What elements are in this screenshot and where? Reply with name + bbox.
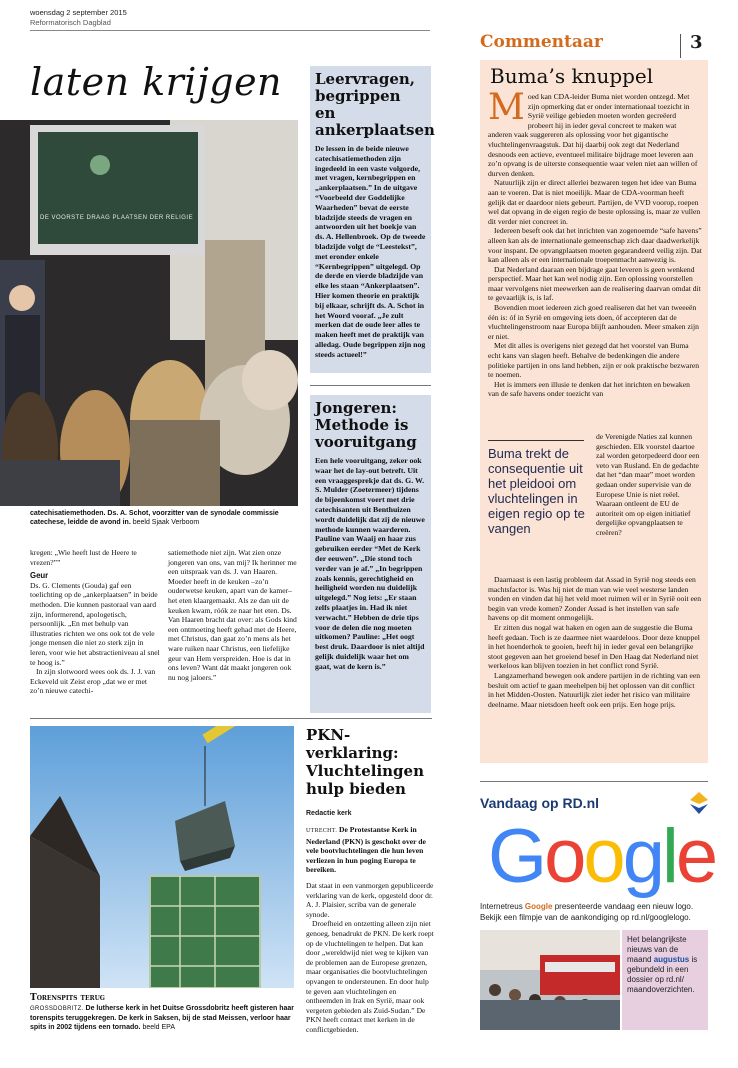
pkn-article [306, 726, 434, 1034]
paragraph: Bovendien moet iedereen zich goed realiseren dat het van tweeeën één is: óf in Syrië en omgeving iets doen, óf accepteren dat de vluchtelingenstroom naar Europa blijft aanhouden. Meer smaken zijn er niet. [488, 303, 699, 341]
pkn-byline: Redactie kerk [306, 810, 352, 817]
issue-date: woensdag 2 september 2015 [30, 8, 127, 17]
augustus-link[interactable]: augustus [653, 955, 690, 964]
text: Het belangrijkste nieuws van de maand [627, 935, 687, 964]
caption-title: Torenspits terug [30, 993, 105, 1003]
text: is gebundeld in een dossier op rd.nl/ maandoverzichten. [627, 955, 698, 994]
paragraph: Ds. G. Clements (Gouda) gaf een toelichting op de „ankerplaatsen” in beide methoden. Die kunnen pastoraal van aard zijn, informerend, apologetisch, persoonlijk. „En met behulp van illustraties richten we ons ook tot de vele jonge mensen die niet zo sterk zijn in leren, voor wie het abstractieniveau al snel te hoog is.” [30, 580, 160, 667]
header-rule [30, 30, 430, 31]
caption-credit: beeld Sjaak Verboom [132, 519, 200, 526]
paragraph: Langzamerhand bewegen ook andere partijen in de richting van een besluit om actief te gaan meehelpen bij het oplossen van dit conflict in het Midden-Oosten. Natuurlijk ziet ieder het risico van militaire deelname. Maar nietsdoen heeft ook een prijs. Een hoge prijs. [488, 670, 700, 709]
google-letter: g [622, 814, 662, 899]
month-overview-promo[interactable] [622, 930, 708, 1030]
paragraph: Met dit alles is overigens niet gezegd dat het voorstel van Buma echt kans van slagen heeft. Behalve de bedenkingen die andere politieke partijen in ons land hebben, zijn er ook praktische bezwaren te noemen. [488, 341, 700, 380]
text: Internetreus [480, 902, 525, 911]
pullquote: Buma trekt de consequentie uit het pleidooi om vluchtelingen in eigen regio op te vangen [488, 446, 585, 536]
box-body: De lessen in de beide nieuwe catechisatiemethoden zijn ingedeeld in een vaste volgorde, met vragen, kernbegrippen en „ankerplaatsen.” In de uitgave “Voorbeeld der Goddelijke Waarheden” bevat de eerste bladzijde steeds de vragen en antwoorden uit het boekje van ds. A. Hellenbroek. Op de tweede bladzijde volgt de “Leestekst”, met eronder enkele “Kernbegrippen” uitgelegd. Op de derde en vierde bladzijde van elke les staan “Ankerplaatsen”. Hier komen theorie en praktijk bij elkaar, schrijft ds. A. Schot in het Woord vooraf. „Je zult merken dat de oude leer alles te maken heeft met de praktijk van alledag. Oude begrippen zijn nog steeds actueel!” [315, 144, 426, 359]
paragraph: Dat Nederland daaraan een bijdrage gaat leveren is geen wenkend perspectief. Maar het kan wel nodig zijn. Een oplossing voorstellen maar vervolgens niet meewerken aan de realisering daarvan omdat dit te gevaarlijk is, is laf. [488, 264, 701, 303]
pkn-title: PKN-verklaring: Vluchtelingen hulp bieden [306, 726, 424, 798]
caption-text: De lutherse kerk in het Duitse Grossdobritz heeft gisteren haar torenspits teruggekregen. De kerk in Saksen, bij de stad Meissen, verloor haar spits in 2002 tijdens een tornado. [30, 1005, 295, 1031]
google-letter: l [661, 814, 676, 899]
commentary-body [488, 87, 702, 399]
pkn-lead [306, 825, 434, 875]
commentary-title: Buma’s knuppel [490, 64, 654, 88]
box-body: Een hele vooruitgang, zeker ook waar het de lay-out betreft. Uit een vraaggesprekje dat ds. G. W. S. Mulder (Zoetermeer) tijdens de bijeenkomst voert met drie catechisanten uit Benthuizen wordt duidelijk dat zij de nieuwe methode kunnen waarderen. Pauline van Waaij en haar zus gebruiken eerder “Met de Kerk der eeuwen”. „Die stond toch verder van je af.” „In begrippen zoals kennis, gerechtigheid en heiligheid worden nu duidelijk uitgelegd.” Nog iets: „Er staan zelfs plaatjes in. Had ik niet verwacht.” Hebben de drie tips voor de delen die nog moeten uitkomen? Pauline: „Het oogt best druk. Daardoor is niet altijd gelijk duidelijk waar het om gaat, wat de kern is.” [315, 456, 425, 671]
vandaag-title[interactable]: Vandaag op RD.nl [480, 795, 600, 811]
caption-credit: beeld EPA [142, 1024, 175, 1031]
box-title: Leervragen, begrippen en ankerplaatsen [315, 70, 435, 139]
google-letter: o [544, 814, 584, 899]
subheading: Geur [30, 571, 49, 581]
commentary-body-2 [488, 575, 702, 709]
paragraph: Iedereen beseft ook dat het inrichten van zogenoemde “safe havens” alleen kan als de internationale gemeenschap zich daar daadwerkelijk voor inspant. De opvangplaatsen moeten gegarandeerd veilig zijn. Dat kan alleen als er een internationale troepenmacht aanwezig is. [488, 226, 702, 265]
paragraph: Droefheid en ontzetting alleen zijn niet genoeg, benadrukt de PKN. De kerk roept op de vluchtelingen te helpen. Dat kan door „wereldwijd niet weg te kijken van de problemen aan de Europese grenzen, maar organisaties die bootvluchtelingen opvangen te ondersteunen. En door hulp te geven aan vluchtelingen en ontheemden in Irak en Syrië, maar ook vergeten gebieden als Zuid-Sudan.” De PKN heeft contact met kerken in de conflictgebieden. [306, 919, 434, 1034]
google-letter: e [675, 814, 716, 899]
commentary-beside-pull: de Verenigde Naties zal kunnen geschieden. Elk voorstel daartoe zal worden getorpedeerd door een veto van Rusland. En de gedachte dat het “dan maar” moet worden gedaan onder supervisie van de Europese Unie is niet reëel. Waaraan ontleent de EU de autoriteit om op eigen initiatief dergelijke opvangplaatsen te creëren? [596, 432, 700, 537]
paragraph: kregen: „Wie heeft lust de Heere te vrezen?”” [30, 548, 137, 567]
main-article-col2 [168, 548, 300, 682]
page-number-divider [680, 34, 681, 58]
pkn-body [306, 881, 434, 1035]
box-jongeren [310, 395, 431, 713]
paper-name: Reformatorisch Dagblad [30, 18, 111, 27]
caption-place: GROSSDOBRITZ. [30, 1006, 84, 1012]
main-headline-fragment: laten krijgen [30, 60, 283, 104]
paragraph: Er zitten dus nogal wat haken en ogen aan de suggestie die Buma heeft gedaan. Toch is ze daarmee niet waardeloos. Door deze knuppel in het hoenderhok te gooien, heeft hij in ieder geval een belangrijke stoot gegeven aan het groeiend besef in Den Haag dat Nederland niet werkeloos kan blijven toezien in het conflict rond Syrië. [488, 622, 700, 671]
google-link[interactable]: Google [524, 902, 553, 911]
google-letter: G [488, 814, 545, 899]
page-number: 3 [690, 32, 703, 53]
main-photo-caption [30, 509, 298, 527]
paragraph: satiemethode niet zijn. Wat zien onze jongeren van ons, van mij? Ik herinner me een uitspraak van ds. J. van Haaren. Moeder heeft in de keuken –zo’n ouderwetse keuken, apart van de kamer– het eten klaargemaakt. Als ze dan uit de keuken kwam, róók ze naar het eten. Ds. Van Haaren bracht dat over: als Gods kind een ontmoeting heeft gehad met de Heere, met Christus, dan gaat zo’n mens als het ware ruiken naar Christus, een liefelijke geur van Hem verspreiden. Hoe is dat in ons leven? Want dát maakt jongeren ook nu nog jaloers.” [168, 548, 297, 682]
paragraph: Daarnaast is een lastig probleem dat Assad in Syrië nog steeds een machtsfactor is. Was hij niet de man van wie veel westerse landen vonden en vinden dat hij het veld moet ruimen wil er in Syrië ooit een begin van vrede komen? Zonder Assad is het instellen van safe havens op dit moment onmogelijk. [488, 575, 701, 623]
pullquote-rule [488, 440, 584, 441]
paragraph: In zijn slotwoord wees ook ds. J. J. van Eckeveld uit Zeist erop „dat we er met zo’n nieuwe catechi- [30, 667, 156, 696]
church-tower-photo [30, 726, 294, 988]
promo-rule [480, 781, 708, 782]
main-article-col1 [30, 548, 160, 696]
text: presenteerde vandaag een nieuw logo. Bekijk een filmpje van de aankondiging op rd.nl/googlelogo. [480, 902, 694, 922]
divider [310, 385, 431, 386]
box-leervragen [310, 66, 435, 373]
dropcap: M [488, 87, 525, 128]
crowd-photo [480, 930, 620, 1030]
paragraph: Natuurlijk zijn er direct allerlei bezwaren tegen het idee van Buma aan te voeren. Dat is niet moeilijk. Maar de CDA-voorman heeft gelijk dat er daardoor niets gebeurt. Partijen, de VVD voorop, roepen wel dat opvang in de eigen regio de beste oplossing is, maar ze vullen dit verder niet concreet in. [488, 178, 701, 226]
pkn-lead-text: De Protestantse Kerk in Nederland (PKN) is geschokt over de vele bootvluchtelingen die hun leven verliezen in hun poging Europa te bereiken. [306, 825, 426, 875]
section-label: Commentaar [480, 32, 603, 52]
section-rule [30, 718, 432, 719]
tower-photo-caption [30, 992, 296, 1032]
paragraph: oed kan CDA-leider Buma niet worden ontzegd. Met zijn opmerking dat er onder internationaal toezicht in Syrië veilige gebieden moeten worden gecreëerd probeert hij in ieder geval concreet te maken wat anderen vaak suggereren als oplossing voor het gigantische vluchtelingenvraagstuk. Dat hij daarbij ook zegt dat Nederland desnoods een actieve, eventueel militaire bijdrage moet leveren aan zo’n opvang is de uiterste consequentie waar velen niet aan willen of durven denken. [488, 92, 698, 178]
box-title: Jongeren: Methode is vooruitgang [315, 399, 417, 451]
google-text [480, 902, 708, 923]
paragraph: Dat staat in een vanmorgen gepubliceerde verklaring van de kerk, opgesteld door dr. A. J. Plaisier, scriba van de generale synode. [306, 880, 434, 919]
google-letter: o [583, 814, 623, 899]
pkn-place: UTRECHT. [306, 828, 338, 834]
catechisation-photo [0, 120, 298, 506]
slide-title: DE VOORSTE DRAAG PLAATSEN DER RELIGIE [40, 215, 194, 221]
google-logo[interactable] [488, 812, 715, 902]
caption-text: catechisatiemethoden. Ds. A. Schot, voorzitter van de synodale commissie catechese, leidde de avond in. [30, 510, 279, 526]
paragraph: Het is immers een illusie te denken dat het inrichten en bewaken van de safe havens onder toezicht van [488, 379, 690, 399]
